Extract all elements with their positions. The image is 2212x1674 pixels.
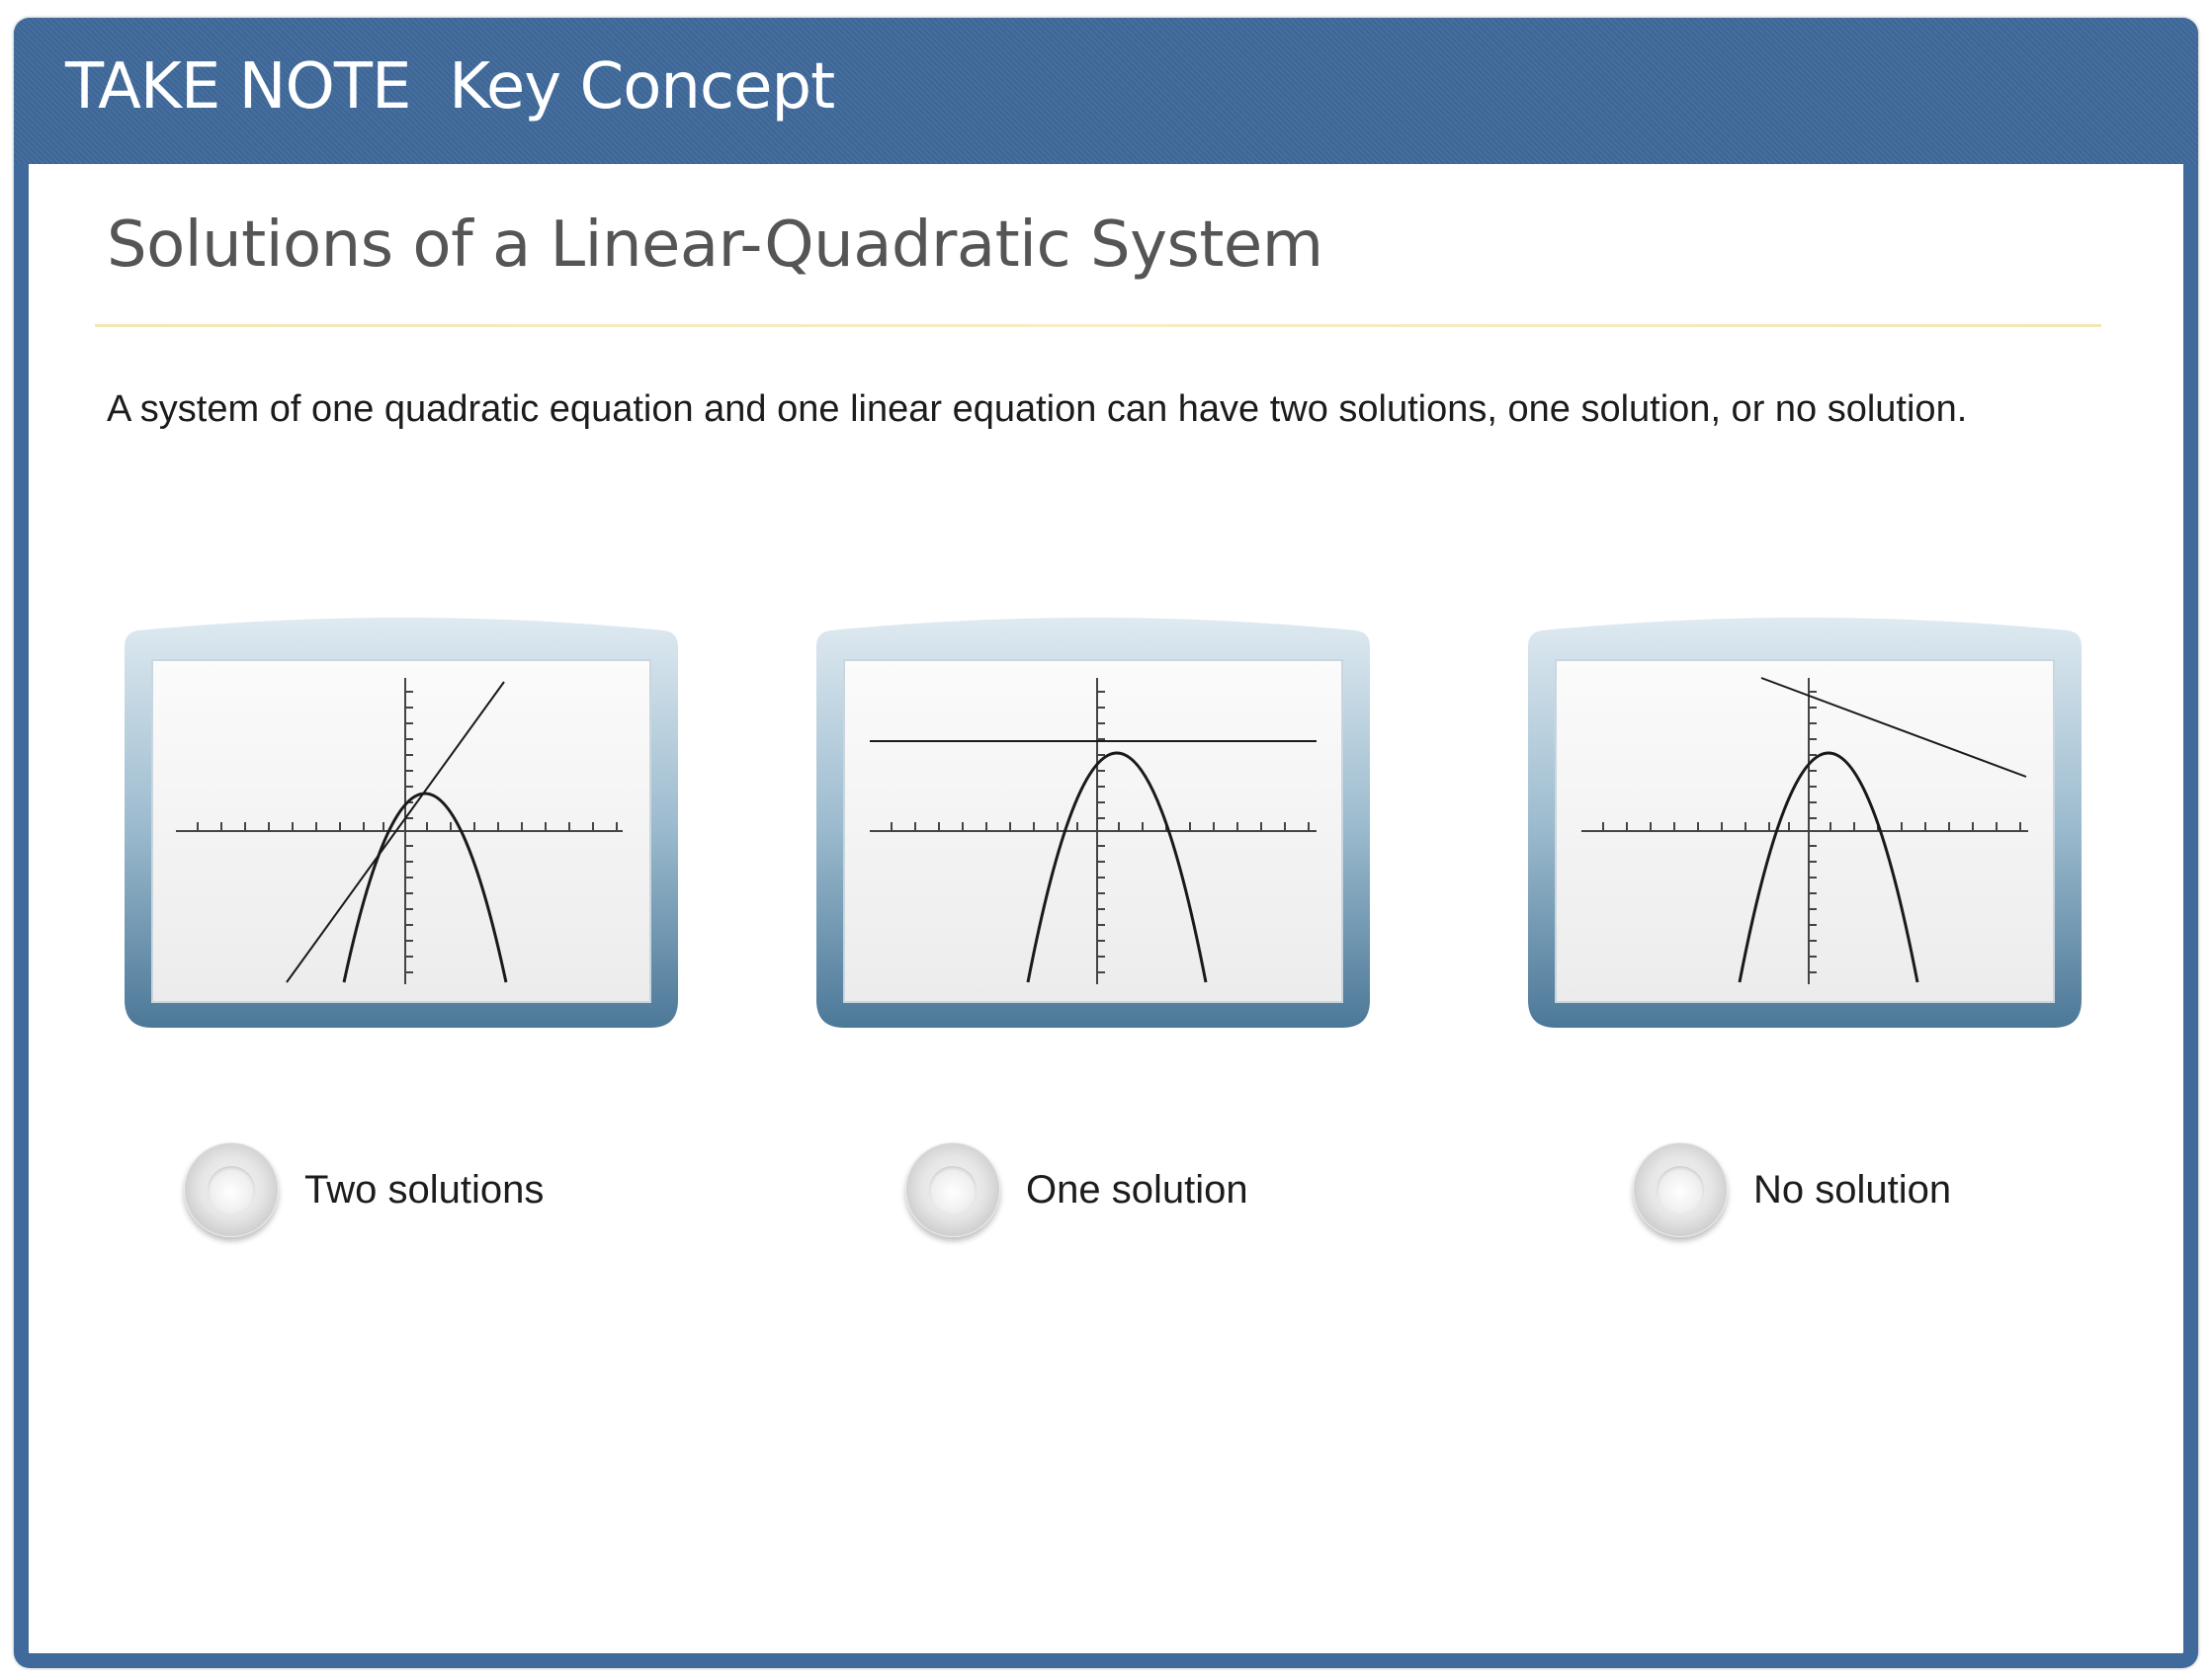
graph-no-solution-icon	[1528, 613, 2082, 1028]
option-two-solutions[interactable]	[184, 1142, 619, 1237]
option-label[interactable]: No solution	[1753, 1168, 1952, 1212]
option-no-solution[interactable]	[1633, 1142, 2068, 1237]
option-label[interactable]: One solution	[1026, 1168, 1248, 1212]
radio-button-unselected-icon[interactable]	[905, 1142, 1000, 1237]
option-one-solution[interactable]	[905, 1142, 1340, 1237]
radio-button-unselected-icon[interactable]	[1633, 1142, 1728, 1237]
title-divider	[95, 324, 2101, 327]
calculator-screen-one-solution	[816, 613, 1370, 1028]
calculator-screen-two-solutions	[125, 613, 678, 1028]
radio-button-unselected-icon[interactable]	[184, 1142, 279, 1237]
concept-description: A system of one quadratic equation and one linear equation can have two solutions, one solution, or no solution.	[107, 388, 1968, 430]
header-title: TAKE NOTE Key Concept	[65, 50, 835, 124]
graph-two-solutions-icon	[125, 613, 678, 1028]
graph-one-solution-icon	[816, 613, 1370, 1028]
section-title: Solutions of a Linear-Quadratic System	[107, 209, 1323, 282]
option-label[interactable]: Two solutions	[304, 1168, 545, 1212]
take-note-header	[14, 18, 2198, 164]
calculator-screen-no-solution	[1528, 613, 2082, 1028]
